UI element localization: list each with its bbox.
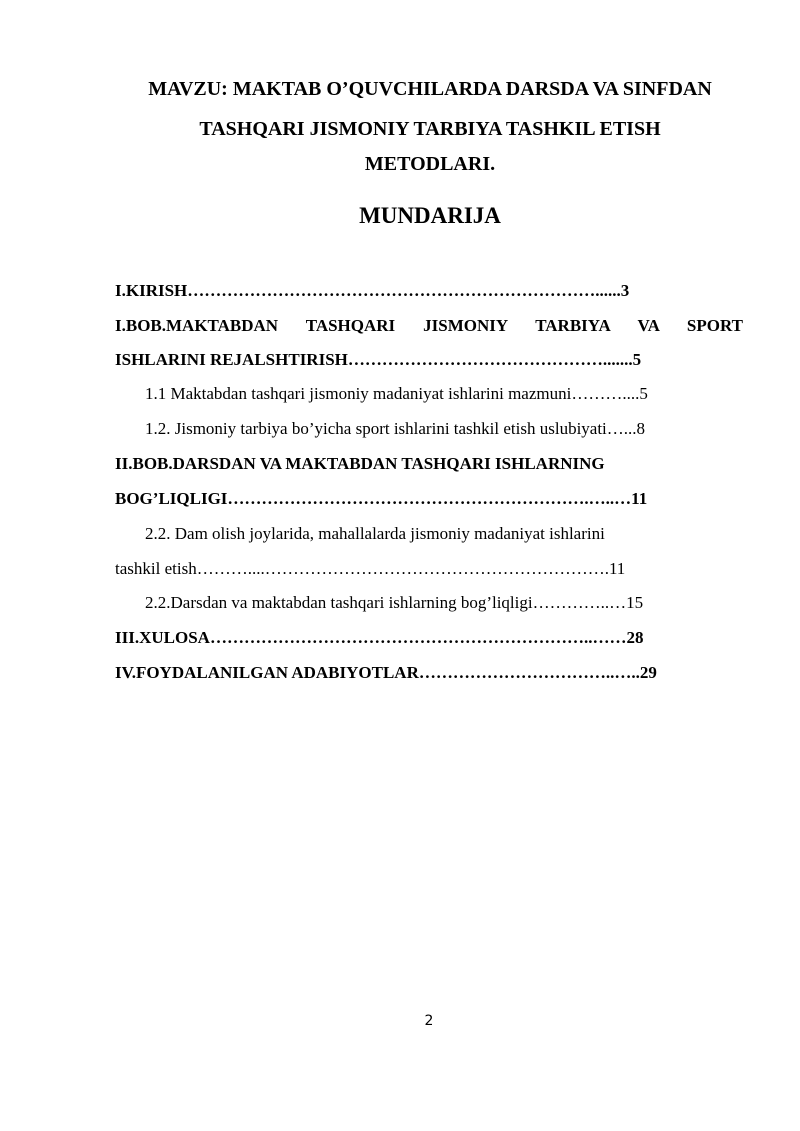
title-line-3: METODLARI.: [364, 153, 496, 175]
title-line-2: TASHQARI JISMONIY TARBIYA TASHKIL ETISH: [199, 118, 661, 140]
title-line-1: MAVZU: MAKTAB O’QUVCHILARDA DARSDA VA SINFDAN: [148, 78, 712, 100]
toc-entry-1-2: 1.2. Jismoniy tarbiya bo’yicha sport ishlarini tashkil etish uslubiyati…...8: [145, 419, 646, 438]
toc-entry-xulosa: III.XULOSA…………………………………………………………..……28: [115, 628, 644, 647]
toc-entry-2-2b: 2.2.Darsdan va maktabdan tashqari ishlarning bog’liqligi…………..…15: [145, 593, 644, 612]
toc-entry-bob1-line1: I.BOB.MAKTABDAN TASHQARI JISMONIY TARBIYA VA SPORT: [115, 316, 743, 335]
contents-heading: MUNDARIJA: [359, 203, 501, 228]
toc-entry-bob2-line2: BOG’LIQLIGI……………………………………………………….…..…11: [115, 489, 648, 508]
toc-entry-2-2a-line1: 2.2. Dam olish joylarida, mahallalarda jismoniy madaniyat ishlarini: [145, 524, 605, 543]
toc-entry-kirish: I.KIRISH………………………………………………………………......3: [115, 281, 630, 300]
page-number: 2: [424, 1013, 434, 1029]
toc-entry-bob2-line1: II.BOB.DARSDAN VA MAKTABDAN TASHQARI ISHLARNING: [115, 454, 605, 473]
toc-entry-bob1-line2: ISHLARINI REJALSHTIRISH……………………………………….......5: [115, 350, 642, 369]
toc-entry-1-1: 1.1 Maktabdan tashqari jismoniy madaniyat ishlarini mazmuni………....5: [145, 384, 648, 403]
toc-entry-adabiyotlar: IV.FOYDALANILGAN ADABIYOTLAR……………………………..…..29: [115, 663, 657, 682]
toc-entry-2-2a-line2: tashkil etish………....…………………………………………………….11: [115, 559, 626, 578]
